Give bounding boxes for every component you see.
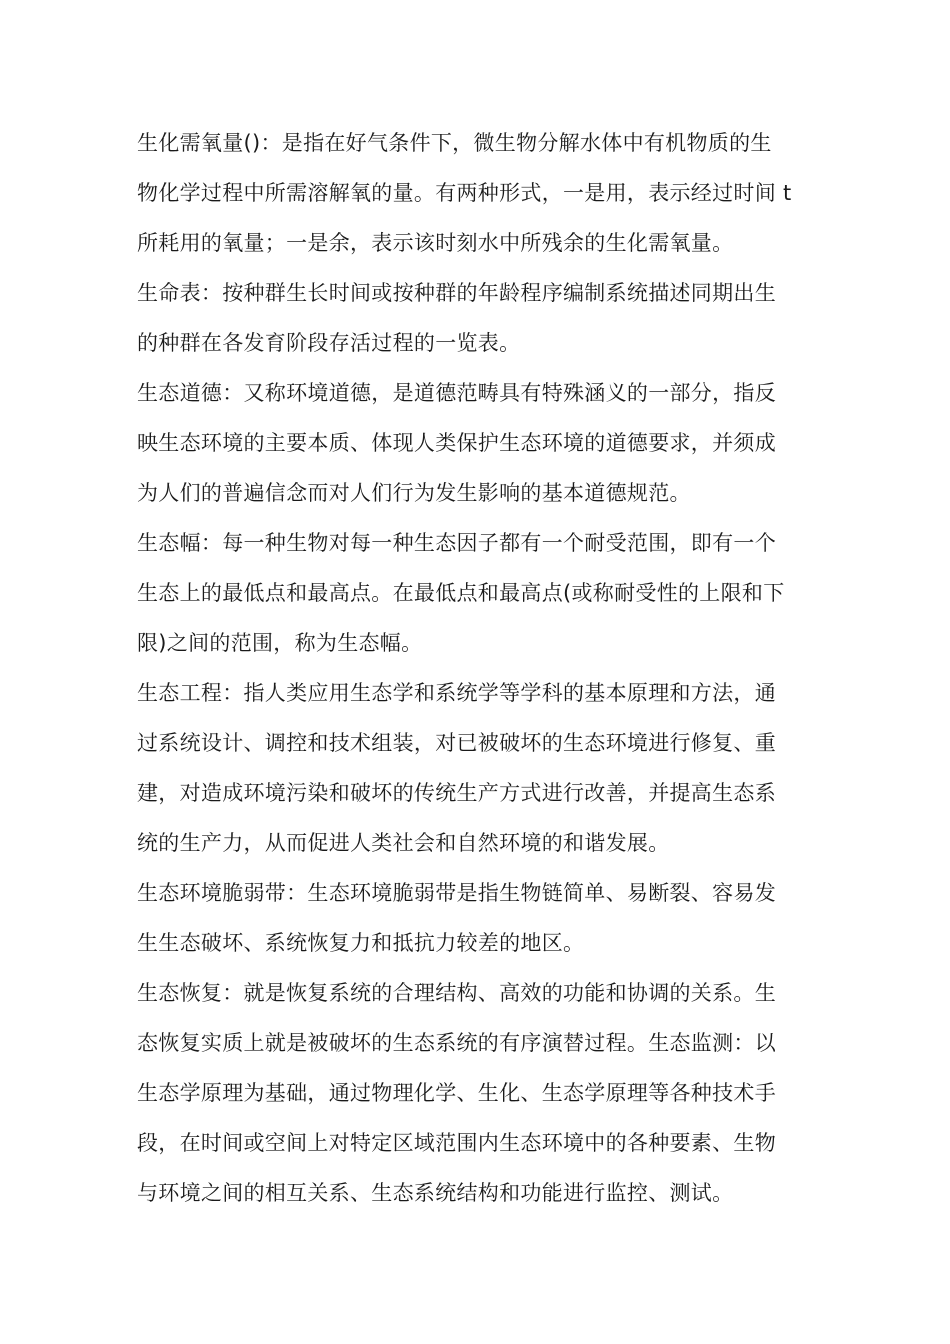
text-line: 生态幅：每一种生物对每一种生态因子都有一个耐受范围，即有一个 (137, 531, 776, 555)
text-line: 生态恢复：就是恢复系统的合理结构、高效的功能和协调的关系。生 (137, 981, 776, 1005)
text-line: 建，对造成环境污染和破坏的传统生产方式进行改善，并提高生态系 (137, 781, 776, 805)
text-line: 所耗用的氧量；一是余，表示该时刻水中所残余的生化需氧量。 (137, 231, 734, 255)
document-body (137, 118, 827, 1218)
text-line: 段，在时间或空间上对特定区域范围内生态环境中的各种要素、生物 (137, 1131, 776, 1155)
text-line: 物化学过程中所需溶解氧的量。有两种形式，一是用，表示经过时间 t (137, 181, 792, 205)
text-line: 生态道德：又称环境道德，是道德范畴具有特殊涵义的一部分，指反 (137, 381, 776, 405)
text-line: 限)之间的范围，称为生态幅。 (137, 631, 423, 655)
text-line: 生态环境脆弱带：生态环境脆弱带是指生物链简单、易断裂、容易发 (137, 881, 776, 905)
text-line: 统的生产力，从而促进人类社会和自然环境的和谐发展。 (137, 831, 670, 855)
text-line: 映生态环境的主要本质、体现人类保护生态环境的道德要求，并须成 (137, 431, 776, 455)
text-line: 生生态破坏、系统恢复力和抵抗力较差的地区。 (137, 931, 585, 955)
text-line: 与环境之间的相互关系、生态系统结构和功能进行监控、测试。 (137, 1181, 734, 1205)
text-line: 生命表：按种群生长时间或按种群的年龄程序编制系统描述同期出生 (137, 281, 776, 305)
text-line: 生化需氧量()：是指在好气条件下，微生物分解水体中有机物质的生 (137, 131, 772, 155)
text-line: 生态上的最低点和最高点。在最低点和最高点(或称耐受性的上限和下 (137, 581, 785, 605)
text-line: 生态工程：指人类应用生态学和系统学等学科的基本原理和方法，通 (137, 681, 776, 705)
text-line: 态恢复实质上就是被破坏的生态系统的有序演替过程。生态监测：以 (137, 1031, 776, 1055)
text-line: 的种群在各发育阶段存活过程的一览表。 (137, 331, 521, 355)
text-line: 过系统设计、调控和技术组装，对已被破坏的生态环境进行修复、重 (137, 731, 776, 755)
text-line: 为人们的普遍信念而对人们行为发生影响的基本道德规范。 (137, 481, 691, 505)
text-line: 生态学原理为基础，通过物理化学、生化、生态学原理等各种技术手 (137, 1081, 776, 1105)
